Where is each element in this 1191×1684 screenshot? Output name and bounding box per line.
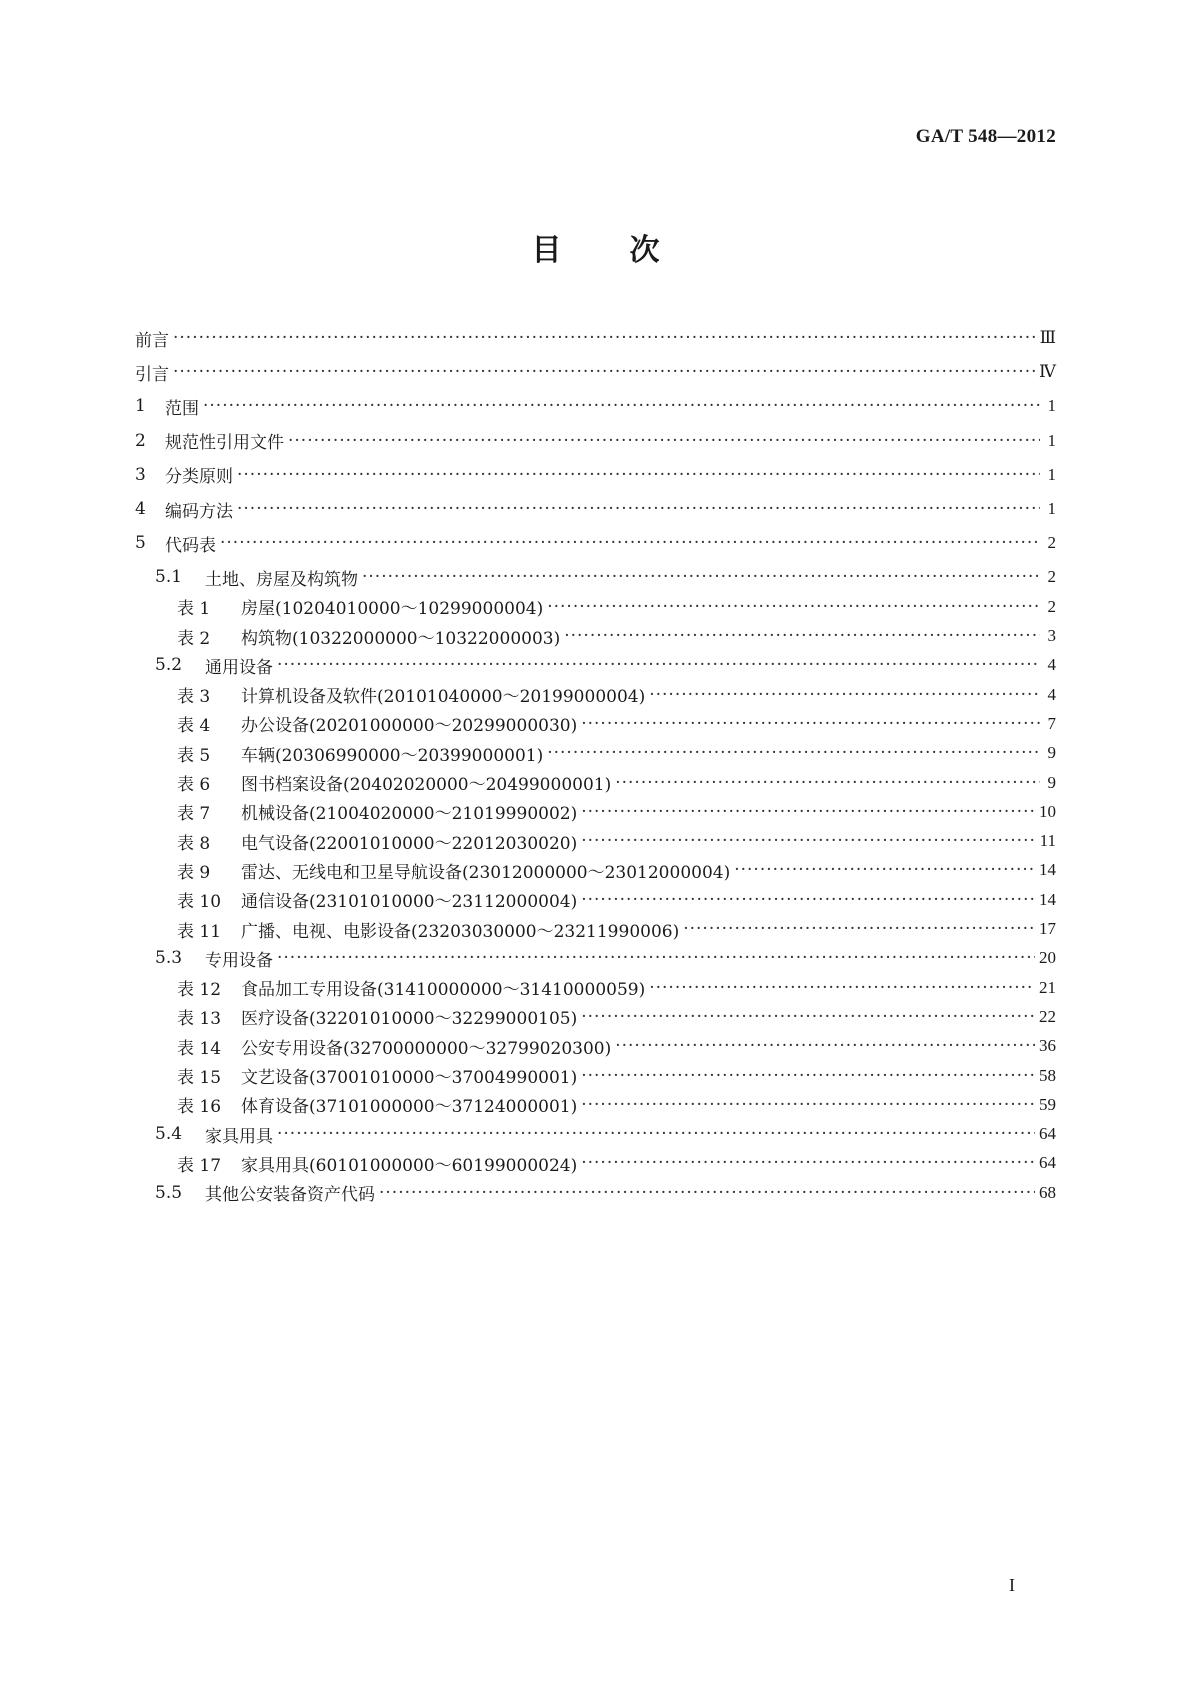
toc-leader-dots [277,1124,1035,1144]
toc-entry-label: 食品加工专用设备(31410000000～31410000059) [241,980,646,1001]
toc-entry-number: 5.1 [155,567,183,588]
toc-entry-page: Ⅲ [1039,328,1056,347]
toc-entry-number: 3 [135,464,146,485]
toc-entry-label: 医疗设备(32201010000～32299000105) [241,1009,578,1030]
toc-entry[interactable] [177,1061,1056,1091]
toc-entry-page: 68 [1039,1182,1056,1202]
toc-leader-dots [547,597,1040,617]
toc-entry-page: 1 [1047,396,1056,416]
toc-entry-label: 广播、电视、电影设备(23203030000～23211990006) [241,921,680,942]
toc-entry[interactable] [177,885,1056,915]
toc-entry-number: 表 10 [177,892,222,913]
toc-leader-dots [581,1095,1035,1115]
toc-entry[interactable] [155,1178,1056,1208]
toc-entry-page: 21 [1039,977,1056,997]
toc-entry-page: 58 [1039,1065,1056,1085]
page-title: 目次 [531,233,728,268]
toc-entry[interactable] [177,1031,1056,1061]
toc-entry-label: 前言 [135,330,169,351]
toc-entry-number: 表 12 [177,980,222,1001]
toc-leader-dots [649,978,1035,998]
standard-code: GA/T 548—2012 [915,126,1056,147]
toc-entry-page: 9 [1047,772,1056,792]
toc-entry[interactable] [177,914,1056,944]
toc-leader-dots [277,948,1035,968]
toc-entry[interactable] [155,943,1056,973]
toc-entry-number: 5.3 [155,948,183,969]
toc-entry[interactable] [177,973,1056,1003]
toc-entry[interactable] [177,1090,1056,1120]
toc-leader-dots [581,1007,1035,1027]
toc-leader-dots [173,362,1035,382]
toc-entry[interactable] [177,1148,1056,1178]
toc-entry-label: 公安专用设备(32700000000～32799020300) [241,1038,612,1059]
toc-entry-number: 表 17 [177,1155,222,1176]
toc-entry-page: 9 [1047,743,1056,763]
toc-entry[interactable] [155,650,1056,680]
toc-leader-dots [173,328,1036,348]
toc-entry[interactable] [135,357,1056,387]
toc-leader-dots [237,499,1040,519]
toc-entry-number: 表 11 [177,921,222,942]
toc-entry[interactable] [135,323,1056,353]
toc-entry-page: 17 [1039,919,1056,938]
toc-entry-number: 表 9 [177,862,211,883]
toc-entry-page: 4 [1047,655,1056,675]
toc-entry[interactable] [177,1002,1056,1032]
toc-entry-number: 表 7 [177,804,211,825]
toc-entry-label: 车辆(20306990000～20399000001) [241,745,544,766]
toc-entry[interactable] [135,494,1056,524]
toc-entry-number: 4 [135,499,146,519]
toc-entry-label: 办公设备(20201000000～20299000030) [241,716,578,737]
toc-entry[interactable] [177,621,1056,651]
toc-entry-label: 雷达、无线电和卫星导航设备(23012000000～23012000004) [241,862,731,883]
toc-leader-dots [220,533,1040,553]
toc-leader-dots [581,1066,1035,1086]
toc-entry-label: 房屋(10204010000～10299000004) [241,599,544,620]
toc-entry-number: 2 [135,430,146,451]
toc-entry-number: 表 2 [177,628,211,649]
toc-entry-number: 表 3 [177,687,211,708]
toc-entry[interactable] [155,562,1056,592]
toc-entry-page: 64 [1039,1153,1056,1173]
toc-entry-page: 59 [1039,1094,1056,1114]
toc-entry-label: 引言 [135,364,169,385]
toc-entry-page: 2 [1047,533,1056,553]
toc-leader-dots [581,890,1035,910]
toc-entry-number: 1 [135,396,146,417]
toc-entry-number: 表 16 [177,1097,222,1118]
toc-entry-label: 通信设备(23101010000～23112000004) [241,892,578,913]
toc-leader-dots [581,802,1035,822]
toc-entry-page: 22 [1039,1006,1056,1026]
toc-entry-page: 64 [1039,1124,1056,1144]
toc-entry[interactable] [135,460,1056,490]
toc-entry-number: 表 1 [177,599,211,620]
toc-entry-label: 电气设备(22001010000～22012030020) [241,833,578,854]
toc-entry[interactable] [177,709,1056,739]
toc-entry-number: 表 15 [177,1068,222,1088]
toc-entry-label: 分类原则 [165,467,233,488]
toc-entry-page: 14 [1039,889,1056,909]
toc-entry[interactable] [177,826,1056,856]
toc-entry[interactable] [177,855,1056,885]
toc-entry-page: 1 [1047,499,1056,518]
toc-entry-label: 编码方法 [165,501,233,522]
toc-entry-number: 5.5 [155,1182,183,1203]
toc-entry-number: 5 [135,533,146,554]
toc-entry-label: 计算机设备及软件(20101040000～20199000004) [241,687,646,708]
toc-entry-page: 1 [1047,430,1056,450]
toc-entry[interactable] [135,426,1056,456]
toc-entry-page: 7 [1047,713,1056,733]
toc-entry-page: 20 [1039,948,1056,968]
toc-entry[interactable] [177,738,1056,768]
toc-leader-dots [581,1153,1035,1173]
toc-entry-label: 家具用具(60101000000～60199000024) [241,1155,578,1176]
toc-entry-number: 表 14 [177,1038,222,1059]
toc-entry-page: 3 [1047,626,1056,645]
toc-entry[interactable] [177,768,1056,798]
toc-entry-page: 2 [1047,567,1056,587]
toc-leader-dots [581,714,1040,734]
toc-entry-label: 土地、房屋及构筑物 [205,569,358,590]
toc-entry-label: 规范性引用文件 [165,433,284,454]
toc-leader-dots [683,919,1035,939]
toc-entry-number: 5.2 [155,655,183,676]
toc-leader-dots [237,465,1040,485]
toc-entry-label: 范围 [165,398,199,419]
toc-entry-page: 14 [1039,860,1056,880]
toc-leader-dots [379,1183,1035,1203]
toc-entry-label: 文艺设备(37001010000～37004990001) [241,1068,578,1088]
toc-leader-dots [615,1036,1035,1056]
toc-leader-dots [564,626,1040,646]
toc-leader-dots [581,831,1035,851]
toc-entry[interactable] [177,680,1056,710]
toc-entry-number: 表 4 [177,716,211,737]
toc-entry-number: 表 8 [177,833,211,854]
toc-leader-dots [615,773,1040,793]
toc-entry-page: 4 [1047,684,1056,704]
toc-entry-number: 表 13 [177,1009,222,1030]
toc-entry[interactable] [177,797,1056,827]
toc-entry-label: 机械设备(21004020000～21019990002) [241,804,578,825]
toc-entry-label: 图书档案设备(20402020000～20499000001) [241,775,612,795]
toc-entry-number: 表 5 [177,745,211,766]
toc-entry-label: 家具用具 [205,1126,273,1147]
toc-entry-label: 通用设备 [205,657,273,678]
toc-entry-number: 5.4 [155,1124,183,1145]
toc-entry[interactable] [177,592,1056,622]
toc-leader-dots [649,685,1040,705]
toc-leader-dots [362,567,1040,587]
toc-leader-dots [288,431,1040,451]
toc-leader-dots [277,655,1040,675]
toc-entry-label: 其他公安装备资产代码 [205,1185,375,1206]
toc-entry-label: 代码表 [165,535,216,556]
toc-entry-label: 构筑物(10322000000～10322000003) [241,628,561,649]
toc-entry-page: 36 [1039,1036,1056,1056]
toc-entry-page: 10 [1039,801,1056,821]
toc-leader-dots [203,396,1040,416]
toc-entry-page: Ⅳ [1039,362,1056,382]
toc-entry-page: 1 [1047,464,1056,484]
toc-entry-label: 体育设备(37101000000～37124000001) [241,1097,578,1118]
page-number: I [1009,1575,1015,1595]
toc-entry[interactable] [155,1119,1056,1149]
toc-leader-dots [734,860,1035,880]
toc-entry[interactable] [135,391,1056,421]
toc-entry-label: 专用设备 [205,950,273,971]
toc-leader-dots [547,743,1040,763]
toc-entry-page: 11 [1039,831,1056,851]
toc-entry-number: 表 6 [177,775,211,795]
toc-entry-page: 2 [1047,596,1056,616]
toc-entry[interactable] [135,528,1056,558]
